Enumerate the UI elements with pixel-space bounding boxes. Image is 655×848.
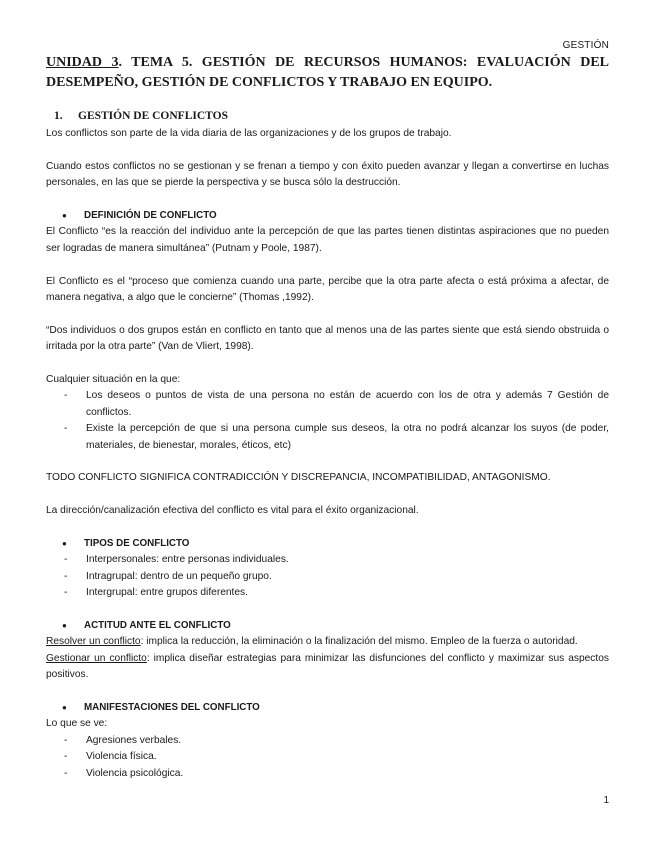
subheading-tipos — [46, 536, 609, 552]
paragraph: “Dos individuos o dos grupos están en conflicto en tanto que al menos una de las partes siente que está siendo obstruida o irritada por la otra parte” (Van de Vliert, 1998). — [46, 324, 609, 353]
subheading-manifestaciones — [46, 700, 609, 716]
list-item: - Interpersonales: entre personas individuales. — [46, 552, 609, 568]
dash-icon: - — [64, 734, 68, 746]
list-item: - Intragrupal: dentro de un pequeño grupo. — [46, 569, 609, 585]
bullet-icon: ● — [62, 539, 67, 549]
list-item: - Los deseos o puntos de vista de una persona no están de acuerdo con los de otra y además 7 Gestión de conflictos. — [64, 390, 609, 418]
term-gestionar: Gestionar un conflicto — [46, 652, 147, 664]
subheading-text: DEFINICIÓN DE CONFLICTO — [84, 210, 217, 221]
paragraph: Gestionar un conflicto: implica diseñar estrategias para minimizar las disfunciones del conflicto y maximizar sus aspectos positivos. — [46, 652, 609, 681]
section-heading-text: GESTIÓN DE CONFLICTOS — [78, 110, 228, 122]
list-item: - Violencia psicológica. — [46, 766, 609, 782]
term-resolver: Resolver un conflicto — [46, 636, 141, 648]
caps-statement: TODO CONFLICTO SIGNIFICA CONTRADICCIÓN Y DISCREPANCIA, INCOMPATIBILIDAD, ANTAGONISMO. — [46, 472, 551, 484]
subheading-definicion — [46, 208, 609, 224]
dash-icon: - — [64, 587, 68, 599]
paragraph: Resolver un conflicto: implica la reducción, la eliminación o la finalización del mismo. Empleo de la fuerza o autoridad. — [46, 636, 578, 648]
paragraph: Los conflictos son parte de la vida diaria de las organizaciones y de los grupos de trabajo. — [46, 128, 452, 139]
title-rest: . TEMA 5. GESTIÓN DE RECURSOS HUMANOS: EVALUACIÓN DEL DESEMPEÑO, GESTIÓN DE CONFLICTOS Y TRABAJO EN EQUIPO. — [46, 55, 610, 90]
dash-list — [46, 733, 609, 782]
bullet-icon: ● — [62, 621, 67, 631]
page-number: 1 — [603, 795, 609, 806]
list-item: - Agresiones verbales. — [46, 733, 609, 749]
subheading-text: TIPOS DE CONFLICTO — [84, 538, 190, 550]
paragraph: Cuando estos conflictos no se gestionan y se frenan a tiempo y con éxito pueden avanzar y llegan a convertirse en luchas personales, en las que se pierde la perspectiva y se busca sólo la destrucción. — [46, 160, 609, 189]
paragraph: Lo que se ve: — [46, 718, 108, 730]
dash-icon: - — [64, 390, 68, 402]
bullet-icon: ● — [62, 211, 67, 220]
subheading-text: ACTITUD ANTE EL CONFLICTO — [84, 620, 231, 632]
running-header: GESTIÓN — [562, 40, 609, 51]
subheading-text: MANIFESTACIONES DEL CONFLICTO — [84, 702, 260, 714]
document-body — [46, 108, 609, 782]
dash-icon: - — [64, 570, 68, 582]
dash-list — [46, 552, 609, 601]
paragraph: La dirección/canalización efectiva del conflicto es vital para el éxito organizacional. — [46, 505, 419, 517]
section-number: 1. — [54, 110, 63, 122]
subheading-actitud — [46, 618, 609, 634]
list-item: - Intergrupal: entre grupos diferentes. — [46, 585, 609, 601]
paragraph: Cualquier situación en la que: — [46, 374, 181, 386]
section-heading — [46, 108, 609, 124]
dash-icon: - — [64, 554, 68, 566]
dash-icon: - — [64, 423, 68, 435]
dash-icon: - — [64, 767, 68, 779]
dash-list — [46, 388, 609, 454]
paragraph: El Conflicto “es la reacción del individuo ante la percepción de que las partes tienen distintas aspiraciones que no pueden ser logradas de manera simultánea” (Putnam y Poole, 1987). — [46, 226, 609, 254]
bullet-icon: ● — [62, 703, 67, 713]
unit-label: UNIDAD 3 — [46, 55, 119, 70]
paragraph: El Conflicto es el “proceso que comienza cuando una parte, percibe que la otra parte afecta o está próxima a afectar, de manera negativa, a algo que le concierne” (Thomas ,1992). — [46, 275, 609, 304]
list-item: - Existe la percepción de que si una persona cumple sus deseos, la otra no podrá alcanzar los suyos (de poder, materiales, de bienestar, morales, éticos, etc) — [64, 423, 609, 451]
dash-icon: - — [64, 751, 68, 763]
page-title — [46, 53, 609, 93]
list-item: - Violencia física. — [46, 749, 609, 765]
